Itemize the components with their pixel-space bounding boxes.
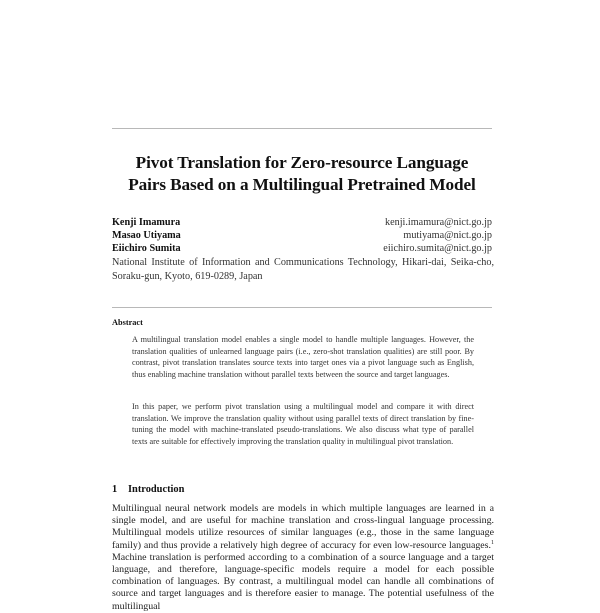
abstract-paragraph: A multilingual translation model enables a single model to handle multiple languages. However, the translation qualities of unlearned language pairs (i.e., zero-shot translation qualities) are still poor. By contrast, pivot translation translates source texts into target ones via a pivot language such as English, thus enabling machine translation without parallel texts between the source and target languages.: [132, 335, 474, 379]
title-line-1: Pivot Translation for Zero-resource Language: [135, 153, 469, 172]
body-text: Machine translation is performed according to a combination of a source language and a target language, and therefore, language-specific models require a model for each possible combination of languages. By contrast, a multilingual model can handle all combinations of source and target languages and is therefore easier to manage. The potential usefulness of the multilingual: [112, 551, 494, 612]
abstract-paragraph: In this paper, we perform pivot translation using a multilingual model and compare it with direct translation. We improve the translation quality without using parallel texts of direct translation by fine-tuning the model with machine-translated pseudo-translations. We also discuss what type of parallel texts are suitable for effectively improving the translation quality in multilingual pivot translation.: [132, 402, 474, 446]
top-rule: [112, 128, 492, 129]
author-name: Kenji Imamura: [112, 217, 181, 228]
author-row: [112, 229, 492, 243]
body-text: Multilingual neural network models are models in which multiple languages are learned in a single model, and are useful for machine translation and cross-lingual language processing. Multilingual models utilize resources of similar languages (e.g., those in the same language family) and thus provide a relatively high degree of accuracy for even low-resource languages.: [112, 503, 494, 551]
paper-title: [100, 152, 504, 196]
author-email[interactable]: mutiyama@nict.go.jp: [403, 230, 492, 241]
section-heading: [112, 484, 184, 495]
author-name: Eiichiro Sumita: [112, 243, 181, 254]
footnote-mark[interactable]: 1: [491, 539, 494, 546]
author-row: [112, 242, 492, 256]
title-line-2: Pairs Based on a Multilingual Pretrained Model: [128, 175, 476, 194]
introduction-paragraph: [112, 503, 494, 613]
author-name: Masao Utiyama: [112, 230, 181, 241]
abstract-heading: Abstract: [112, 318, 143, 327]
bottom-rule: [112, 307, 492, 308]
affiliation: National Institute of Information and Communications Technology, Hikari-dai, Seika-cho, Soraku-gun, Kyoto, 619-0289, Japan: [112, 257, 494, 282]
author-email[interactable]: kenji.imamura@nict.go.jp: [385, 217, 492, 228]
section-title: Introduction: [128, 484, 185, 495]
section-number: 1: [112, 484, 118, 495]
author-row: [112, 216, 492, 230]
author-email[interactable]: eiichiro.sumita@nict.go.jp: [383, 243, 492, 254]
